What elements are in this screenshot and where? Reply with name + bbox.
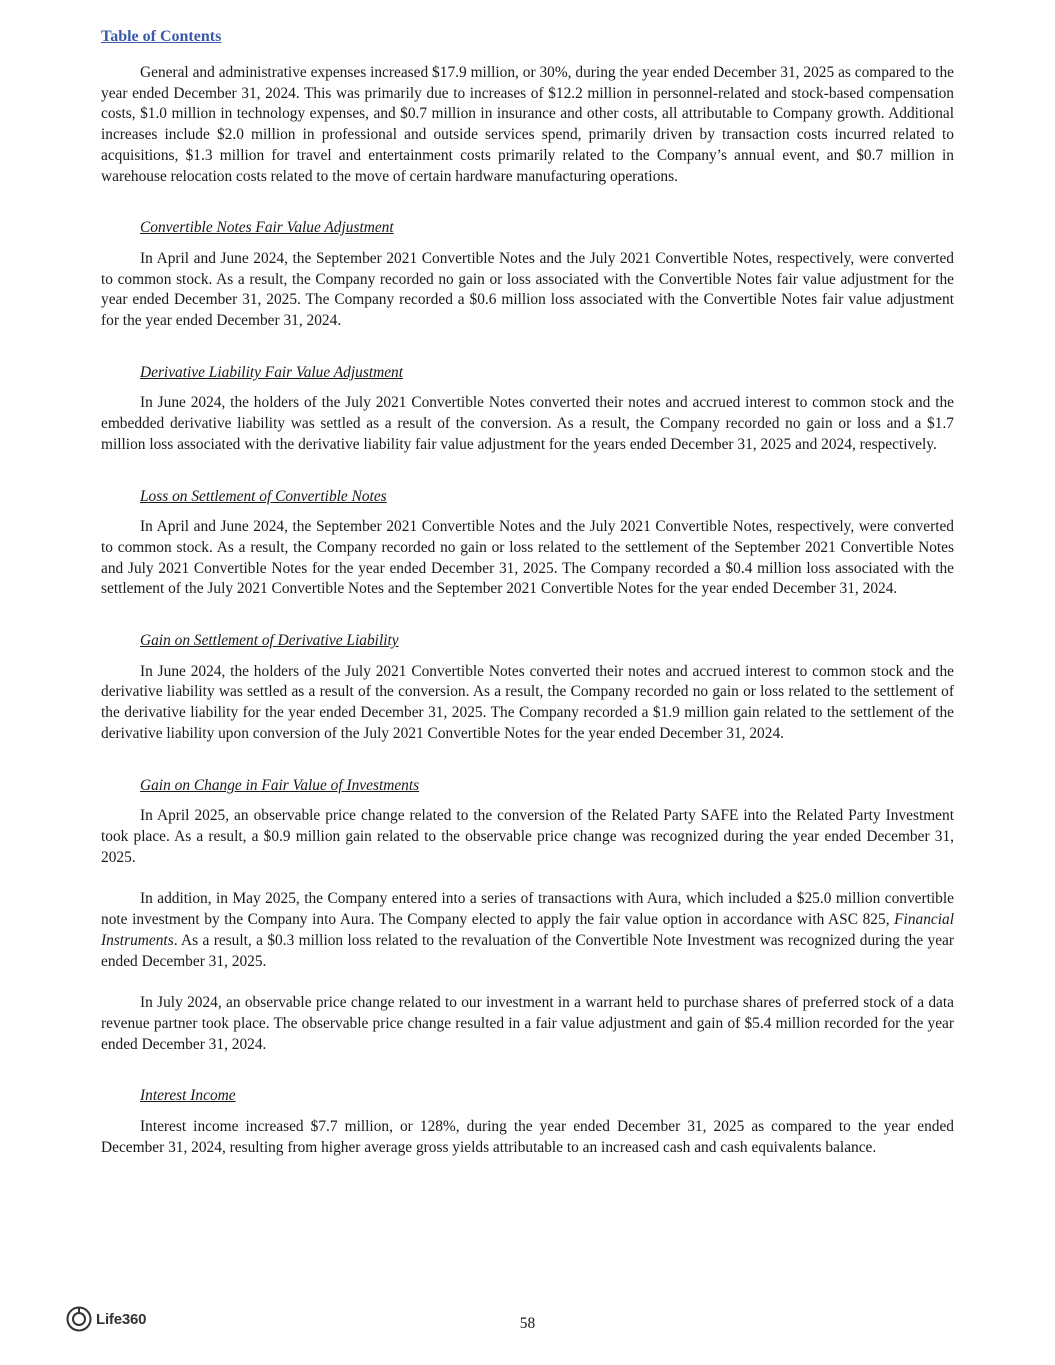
life360-logo-text: Life360: [96, 1310, 147, 1328]
paragraph-text: In addition, in May 2025, the Company entered into a series of transactions with Aura, which included a $25.0 million convertible note investment by the Company into Aura. The Company elected to apply the fair value option in accordance with ASC 825,: [101, 890, 954, 929]
paragraph-italic-text: Financial Instruments: [101, 911, 954, 949]
general-administrative-paragraph: General and administrative expenses increased $17.9 million, or 30%, during the year ended December 31, 2025 as compared to the year ended December 31, 2024. This was primarily due to increases of $12.2 million in personnel-related and stock-based compensation costs, $1.0 million in technology expenses, and $0.7 million in insurance and other costs, all attributable to Company growth. Additional increases include $2.0 million in professional and outside services spend, primarily driven by transaction costs incurred related to acquisitions, $1.3 million for travel and entertainment costs primarily related to the Company’s annual event, and $0.7 million in warehouse relocation costs related to the move of certain hardware manufacturing operations.: [101, 64, 954, 185]
table-of-contents-link[interactable]: Table of Contents: [101, 28, 222, 45]
derivative-liability-paragraph: In June 2024, the holders of the July 2021 Convertible Notes converted their notes and accrued interest to common stock and the embedded derivative liability was settled as a result of the conversion. As a result, the Company recorded no gain or loss and a $1.7 million loss associated with the derivative liability fair value adjustment for the years ended December 31, 2025 and 2024, respectively.: [101, 394, 954, 453]
gain-on-settlement-heading: Gain on Settlement of Derivative Liability: [140, 632, 399, 650]
gain-on-investments-paragraph-1: In April 2025, an observable price change related to the conversion of the Related Party SAFE into the Related Party Investment took place. As a result, a $0.9 million gain related to the observable price change was recognized during the year ended December 31, 2025.: [101, 807, 954, 866]
loss-on-settlement-heading: Loss on Settlement of Convertible Notes: [140, 487, 387, 505]
interest-income-paragraph: Interest income increased $7.7 million, or 128%, during the year ended December 31, 2025 as compared to the year ended December 31, 2024, resulting from higher average gross yields attributable to an increased cash and cash equivalents balance.: [101, 1118, 954, 1156]
convertible-notes-heading: Convertible Notes Fair Value Adjustment: [140, 219, 394, 237]
gain-on-investments-paragraph-2: [101, 889, 954, 972]
gain-on-settlement-paragraph: In June 2024, the holders of the July 2021 Convertible Notes converted their notes and accrued interest to common stock and the derivative liability was settled as a result of the conversion. As a result, the Company recorded no gain or loss related to the settlement of the derivative liability for the year ended December 31, 2025. The Company recorded a $1.9 million gain related to the settlement of the derivative liability upon conversion of the July 2021 Convertible Notes for the year ended December 31, 2024.: [101, 662, 954, 742]
loss-on-settlement-paragraph: In April and June 2024, the September 2021 Convertible Notes and the July 2021 Convertible Notes, respectively, were converted to common stock. As a result, the Company recorded no gain or loss related to the settlement of the September 2021 Convertible Notes and July 2021 Convertible Notes for the year ended December 31, 2025. The Company recorded a $0.4 million loss associated with the settlement of the July 2021 Convertible Notes and the September 2021 Convertible Notes for the year ended December 31, 2024.: [101, 518, 954, 598]
gain-on-investments-paragraph-3: In July 2024, an observable price change related to our investment in a warrant held to purchase shares of preferred stock of a data revenue partner took place. The observable price change resulted in a fair value adjustment and gain of $5.4 million recorded for the year ended December 31, 2024.: [101, 994, 954, 1053]
page-number: 58: [519, 1315, 536, 1332]
interest-income-heading: Interest Income: [140, 1087, 236, 1105]
convertible-notes-paragraph: In April and June 2024, the September 2021 Convertible Notes and the July 2021 Convertible Notes, respectively, were converted to common stock. As a result, the Company recorded no gain or loss associated with the Convertible Notes fair value adjustment for the year ended December 31, 2025. The Company recorded a $0.6 million loss associated with the Convertible Notes fair value adjustment for the year ended December 31, 2024.: [101, 249, 954, 330]
page-content: [101, 26, 954, 1158]
derivative-liability-heading: Derivative Liability Fair Value Adjustment: [140, 363, 404, 381]
gain-on-investments-heading: Gain on Change in Fair Value of Investments: [140, 776, 420, 794]
paragraph-text: . As a result, a $0.3 million loss related to the revaluation of the Convertible Note Investment was recognized during the year ended December 31, 2025.: [101, 931, 954, 970]
